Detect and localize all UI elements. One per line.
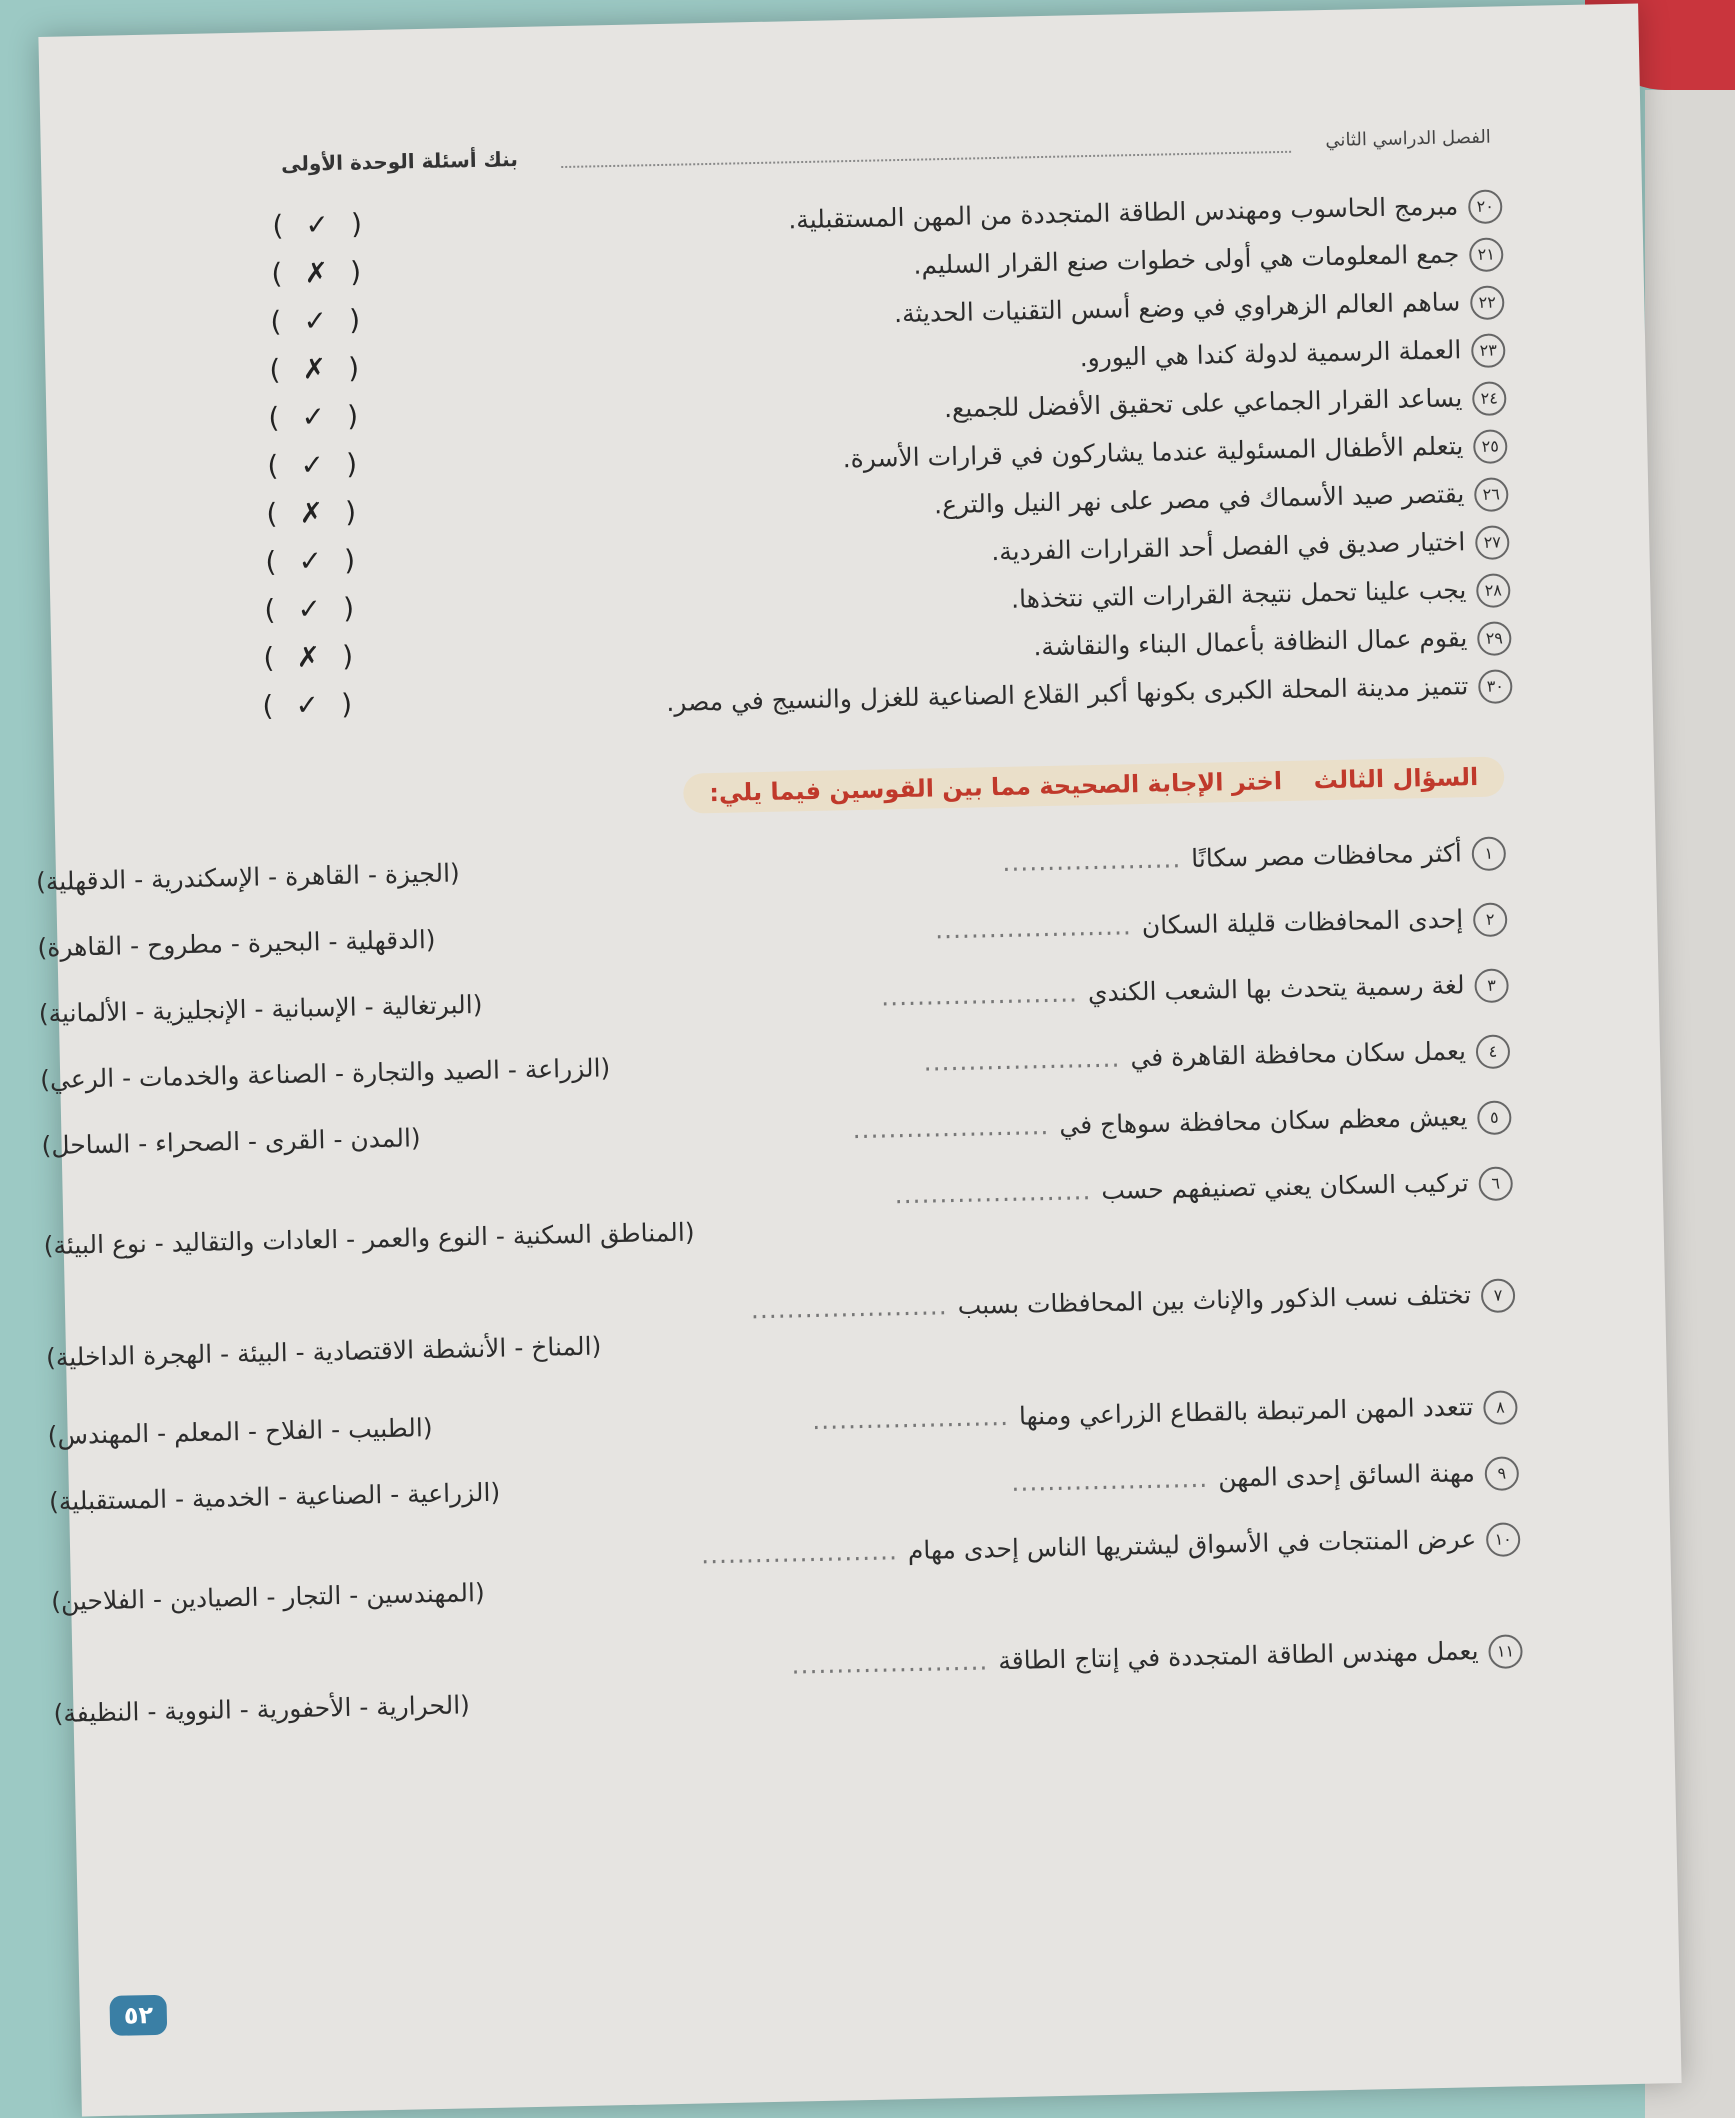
answer-blank: ...................... [934,911,1133,945]
item-number: ٢٥ [1473,429,1508,464]
question-text: تركيب السكان يعني تصنيفهم حسب [1101,1168,1470,1205]
answer-marks [262,199,433,730]
answer-mark: ( ✗ ) [271,247,424,298]
answer-mark: ( ✗ ) [266,487,429,538]
statement-text: جمع المعلومات هي أولى خطوات صنع القرار السليم. [913,239,1460,280]
answer-choices: (الجيزة - القاهرة - الإسكندرية - الدقهلية) [35,858,461,897]
answer-choices: (الزراعة - الصيد والتجارة - الصناعة والخدمات - الرعي) [39,1053,611,1095]
answer-mark: ( ✓ ) [272,199,423,250]
question-text: أكثر محافظات مصر سكانًا [1190,838,1463,874]
answer-mark: ( ✓ ) [268,391,427,442]
answer-choices: (المهندسين - التجار - الصيادين - الفلاحين) [50,1577,485,1617]
statement-text: اختيار صديق في الفصل أحد القرارات الفردية. [990,527,1466,567]
item-number: ٧ [1481,1278,1516,1313]
item-number: ٢٠ [1468,189,1503,224]
statement-text: يقتصر صيد الأسماك في مصر على نهر النيل والترع. [933,479,1465,520]
answer-mark: ( ✗ ) [269,343,426,394]
question-text: لغة رسمية يتحدث بها الشعب الكندي [1087,970,1465,1008]
item-number: ٢٢ [1470,285,1505,320]
answer-mark: ( ✓ ) [267,439,428,490]
answer-blank: ...................... [880,978,1079,1012]
answer-blank: ...................... [791,1646,989,1680]
answer-blank: ...................... [923,1043,1121,1077]
semester-title: الفصل الدراسي الثاني [1325,126,1492,152]
item-number: ٤ [1476,1034,1511,1069]
worksheet-page [35,3,1681,2116]
item-number: ١١ [1488,1634,1523,1669]
item-number: ٢٦ [1474,477,1509,512]
handwritten-mark: ✓ [300,448,325,482]
answer-choices: (الحرارية - الأحفورية - النووية - النظيفة) [53,1690,471,1729]
handwritten-mark: ✗ [299,496,324,530]
handwritten-mark: ✓ [295,688,320,722]
answer-choices: (البرتغالية - الإسبانية - الإنجليزية - الألمانية) [38,989,483,1029]
statement-text: العملة الرسمية لدولة كندا هي اليورو. [1079,335,1462,373]
question-text: عرض المنتجات في الأسواق ليشتريها الناس إحدى مهام [907,1524,1477,1566]
multiple-choice-list [6,836,1525,1777]
question-text: يعمل مهندس الطاقة المتجددة في إنتاج الطاقة [997,1636,1479,1676]
handwritten-mark: ✓ [297,592,322,626]
answer-choices: (المدن - القرى - الصحراء - الساحل) [41,1123,421,1161]
answer-blank: ...................... [894,1176,1092,1210]
item-number: ٣٠ [1478,669,1513,704]
handwritten-mark: ✓ [301,400,326,434]
item-number: ٦ [1478,1166,1513,1201]
handwritten-mark: ✓ [305,207,330,242]
item-number: ٣ [1474,968,1509,1003]
answer-mark: ( ✓ ) [270,295,425,346]
statement-text: يتعلم الأطفال المسئولية عندما يشاركون في قرارات الأسرة. [842,431,1464,474]
true-false-list [442,181,1513,731]
question-text: يعمل سكان محافظة القاهرة في [1130,1036,1467,1073]
unit-title: بنك أسئلة الوحدة الأولى [280,146,519,176]
question-text: إحدى المحافظات قليلة السكان [1141,904,1464,941]
handwritten-mark: ✗ [304,255,329,290]
item-number: ١ [1471,836,1506,871]
statement-text: يجب علينا تحمل نتيجة القرارات التي نتخذها. [1010,575,1467,614]
answer-choices: (المناخ - الأنشطة الاقتصادية - البيئة - الهجرة الداخلية) [45,1331,602,1373]
item-number: ٢ [1473,902,1508,937]
item-number: ٥ [1477,1100,1512,1135]
statement-text: ساهم العالم الزهراوي في وضع أسس التقنيات الحديثة. [893,287,1461,329]
statement-text: تتميز مدينة المحلة الكبرى بكونها أكبر القلاع الصناعية للغزل والنسيج في مصر. [665,671,1469,717]
item-number: ١٠ [1486,1522,1521,1557]
item-number: ٢٧ [1475,525,1510,560]
statement-text: يساعد القرار الجماعي على تحقيق الأفضل للجميع. [943,383,1463,424]
handwritten-mark: ✗ [302,352,327,386]
answer-choices: (الدقهلية - البحيرة - مطروح - القاهرة) [37,924,436,963]
question-text: تتعدد المهن المرتبطة بالقطاع الزراعي ومنها [1018,1392,1474,1431]
answer-blank: ...................... [1011,1463,1209,1497]
statement-text: يقوم عمال النظافة بأعمال البناء والنقاشة. [1033,623,1468,662]
answer-mark: ( ✓ ) [264,583,431,634]
item-number: ٢٣ [1471,333,1506,368]
header-divider [561,151,1291,168]
item-number: ٢٤ [1472,381,1507,416]
answer-mark: ( ✓ ) [265,535,430,586]
question-text: يعيش معظم سكان محافظة سوهاج في [1059,1102,1468,1140]
answer-choices: (الزراعية - الصناعية - الخدمية - المستقبلية) [48,1477,501,1517]
item-number: ٢١ [1469,237,1504,272]
answer-blank: ...................... [811,1401,1010,1436]
handwritten-mark: ✓ [298,544,323,578]
question-text: تختلف نسب الذكور والإناث بين المحافظات بسبب [957,1280,1472,1321]
answer-blank: ...................... [852,1111,1050,1145]
item-number: ٩ [1484,1456,1519,1491]
item-number: ٨ [1483,1390,1518,1425]
answer-mark: ( ✗ ) [263,631,432,683]
question-three-instruction: اختر الإجابة الصحيحة مما بين القوسين فيما يلي: [709,767,1283,808]
item-number: ٢٨ [1476,573,1511,608]
item-number: ٢٩ [1477,621,1512,656]
statement-text: مبرمج الحاسوب ومهندس الطاقة المتجددة من المهن المستقبلية. [787,191,1459,235]
question-text: مهنة السائق إحدى المهن [1217,1458,1476,1493]
handwritten-mark: ✗ [296,640,321,674]
page-number: ٥٢ [109,1995,167,2036]
answer-blank: ...................... [750,1291,948,1325]
answer-blank: .................... [1002,844,1182,877]
question-three-title: السؤال الثالث [1313,762,1479,795]
handwritten-mark: ✓ [303,304,328,338]
question-three-banner [683,756,1505,813]
answer-choices: (المناطق السكنية - النوع والعمر - العادات والتقاليد - نوع البيئة) [43,1217,695,1261]
answer-blank: ...................... [700,1536,899,1570]
answer-choices: (الطبيب - الفلاح - المعلم - المهندس) [47,1413,433,1451]
answer-mark: ( ✓ ) [262,679,433,731]
